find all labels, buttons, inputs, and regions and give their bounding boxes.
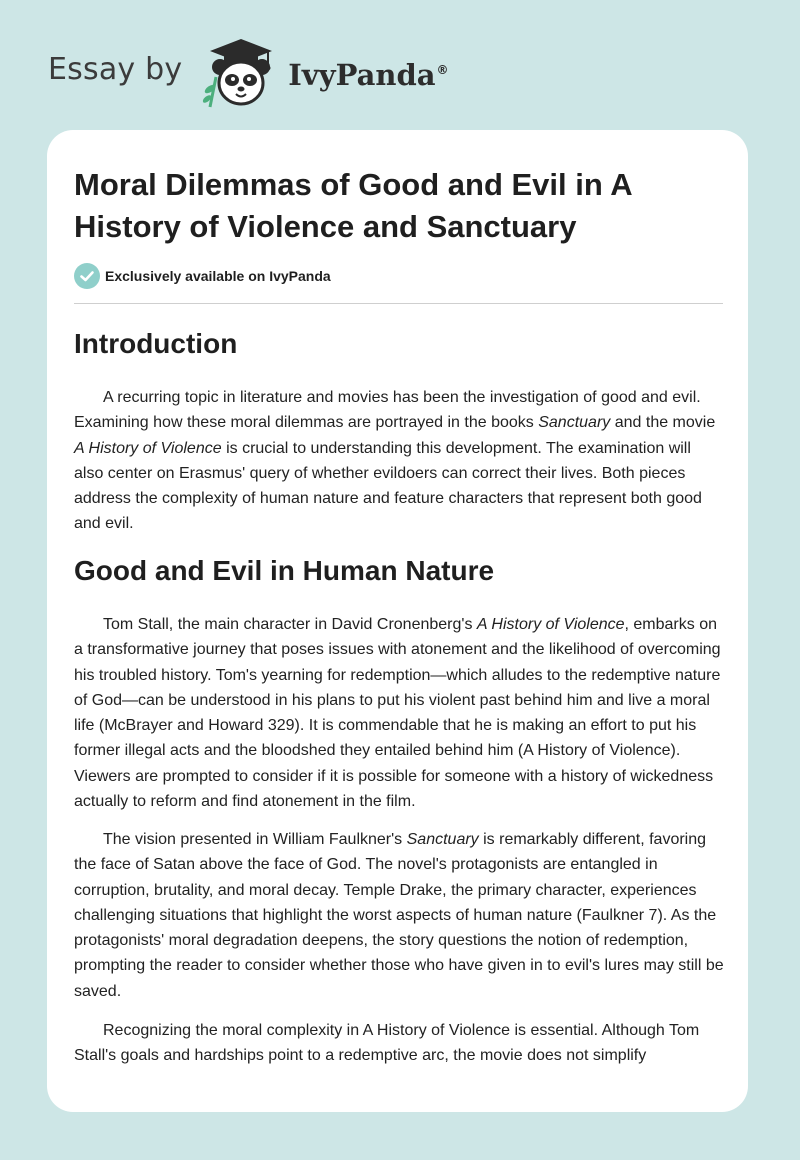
essay-title: Moral Dilemmas of Good and Evil in A History of Violence and Sanctuary [74,167,632,244]
brand-name: IvyPanda® [288,58,449,92]
essay-card [47,130,748,1112]
panda-logo-icon [196,33,286,111]
brand-header[interactable] [48,32,449,112]
brand-prefix: Essay by [48,51,183,87]
section-heading-good-and-evil: Good and Evil in Human Nature [74,555,495,586]
exclusive-badge [74,263,331,289]
paragraph: Recognizing the moral complexity in A History of Violence is essential. Although Tom Stall's goals and hardships point to a redemptive arc, the movie does not simplify [74,1022,700,1065]
section-heading-introduction: Introduction [74,328,238,359]
paragraph: The vision presented in William Faulkner's Sanctuary is remarkably different, favoring the face of Satan above the face of God. The novel's protagonists are entangled in corruption, brutality, and moral decay. Temple Drake, the primary character, experiences challenging situations that highlight the worst aspects of human nature (Faulkner 7). As the protagonists' moral degradation deepens, the story questions the notion of redemption, prompting the reader to consider whether those who have given in to evil's lures may still be saved. [74,831,724,1000]
paragraph: Tom Stall, the main character in David Cronenberg's A History of Violence, embarks on a transformative journey that poses issues with atonement and the likelihood of overcoming his troubled history. Tom's yearning for redemption—which alludes to the redemptive nature of God—can be understood in his plans to put his violent past behind him and live a moral life (McBrayer and Howard 329). It is commendable that he is making an effort to put his former illegal acts and the bloodshed they entailed behind him (A History of Violence). Viewers are prompted to consider if it is possible for someone with a history of wickedness actually to reform and find atonement in the film. [74,616,721,811]
badge-text: Exclusively available on IvyPanda [105,268,331,284]
title-divider [74,303,723,304]
check-circle-icon [74,263,100,289]
paragraph: A recurring topic in literature and movies has been the investigation of good and evil. Examining how these moral dilemmas are portrayed in the books Sanctuary and the movie A History of Violence is crucial to understanding this development. The examination will also center on Erasmus' query of whether evildoers can correct their lives. Both pieces address the complexity of human nature and feature characters that represent both good and evil. [74,389,716,533]
